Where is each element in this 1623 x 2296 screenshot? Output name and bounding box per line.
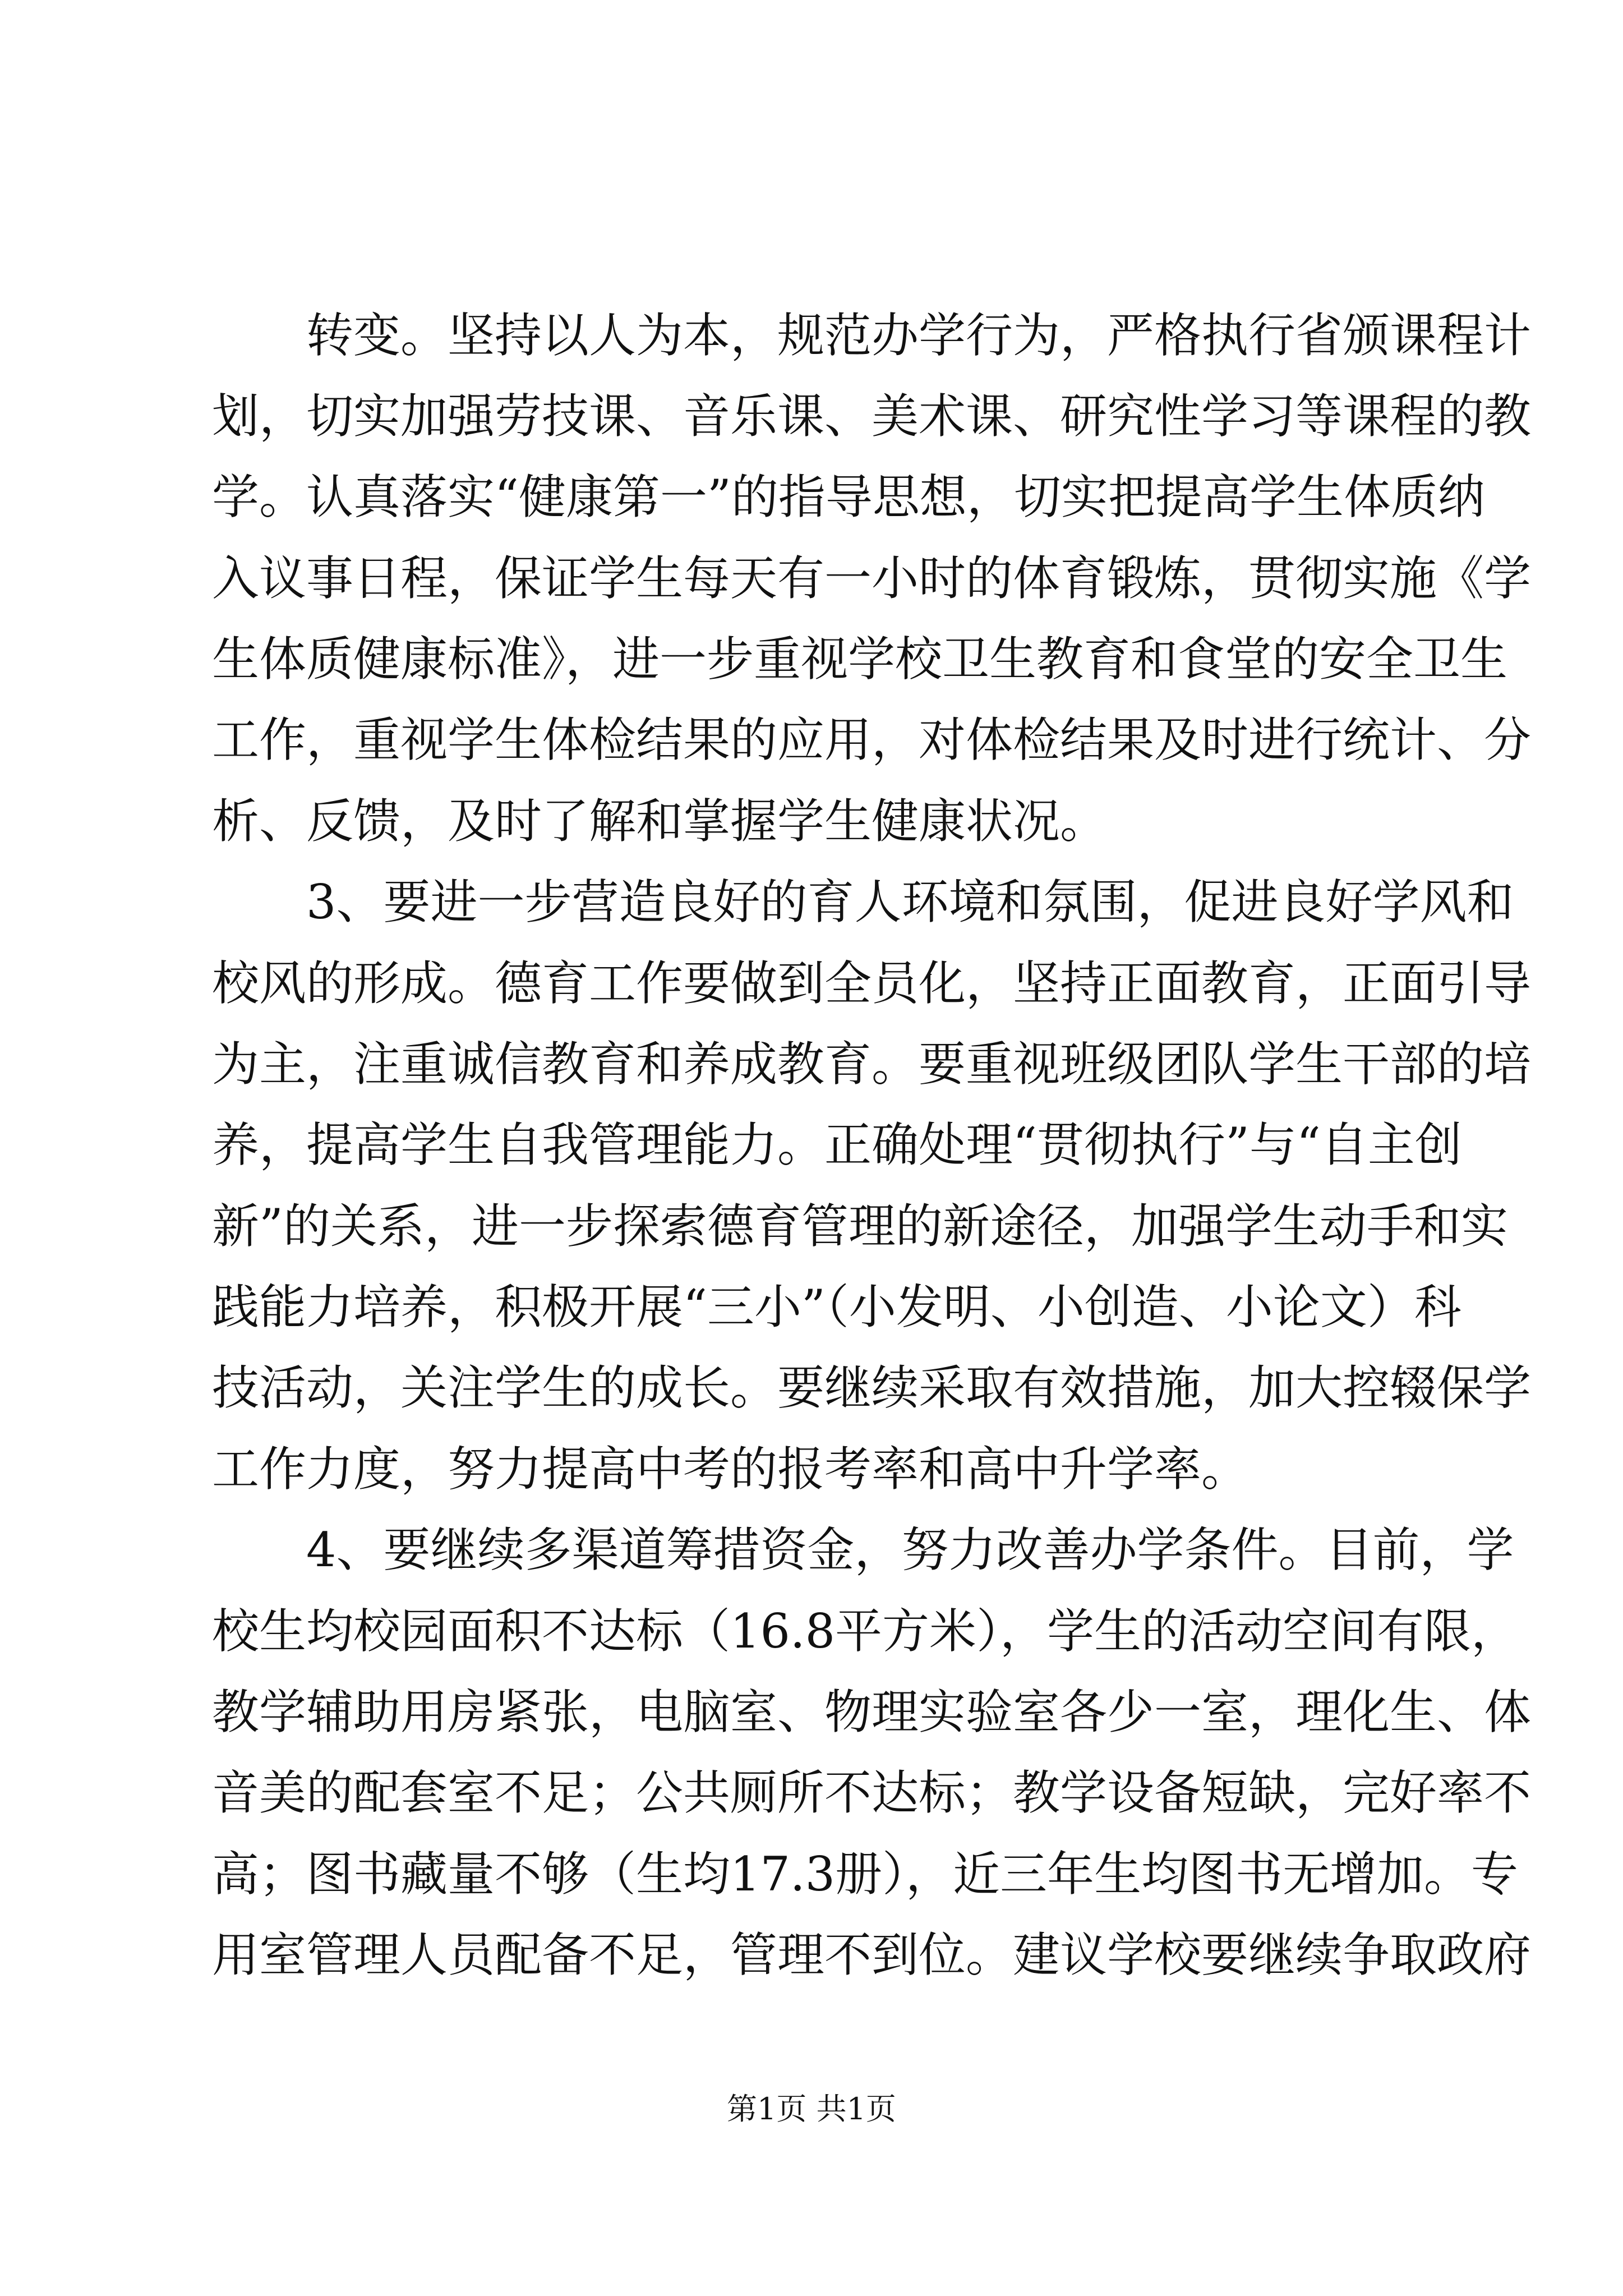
text-line: 学。认真落实“健康第一”的指导思想，切实把提高学生体质纳 [212,470,1485,524]
text-line: 养，提高学生自我管理能力。正确处理“贯彻执行”与“自主创 [212,1117,1462,1172]
text-line: 音美的配套室不足；公共厕所不达标；教学设备短缺，完好率不 [212,1765,1532,1820]
text-line: 校风的形成。德育工作要做到全员化，坚持正面教育，正面引导 [212,956,1532,1011]
text-line: 入议事日程，保证学生每天有一小时的体育锻炼，贯彻实施《学 [212,551,1532,606]
text-line: 生体质健康标准》，进一步重视学校卫生教育和食堂的安全卫生 [212,632,1508,687]
text-line: 用室管理人员配备不足，管理不到位。建议学校要继续争取政府 [212,1927,1532,1982]
text-line: 新”的关系，进一步探索德育管理的新途径，加强学生动手和实 [212,1199,1508,1254]
page-number-label: 第1页 共1页 [727,2091,896,2127]
text-line: 校生均校园面积不达标（16.8平方米），学生的活动空间有限， [212,1604,1519,1659]
text-line: 4、要继续多渠道筹措资金，努力改善办学条件。目前，学 [212,1522,1514,1577]
text-line: 转变。坚持以人为本，规范办学行为，严格执行省颁课程计 [212,308,1532,363]
text-line: 工作力度，努力提高中考的报考率和高中升学率。 [212,1442,1249,1497]
text-line: 3、要进一步营造良好的育人环境和氛围，促进良好学风和 [212,875,1514,930]
text-line: 划，切实加强劳技课、音乐课、美术课、研究性学习等课程的教 [212,389,1532,444]
page-footer [0,2090,1623,2129]
text-line: 工作，重视学生体检结果的应用，对体检结果及时进行统计、分 [212,712,1532,767]
text-line: 技活动，关注学生的成长。要继续采取有效措施，加大控辍保学 [212,1360,1532,1415]
text-line: 为主，注重诚信教育和养成教育。要重视班级团队学生干部的培 [212,1037,1532,1092]
text-line: 教学辅助用房紧张，电脑室、物理实验室各少一室，理化生、体 [212,1685,1532,1740]
text-line: 高；图书藏量不够（生均17.3册），近三年生均图书无增加。专 [212,1847,1519,1902]
text-line: 析、反馈，及时了解和掌握学生健康状况。 [212,794,1108,849]
text-line: 践能力培养，积极开展“三小”（小发明、小创造、小论文）科 [212,1280,1461,1335]
